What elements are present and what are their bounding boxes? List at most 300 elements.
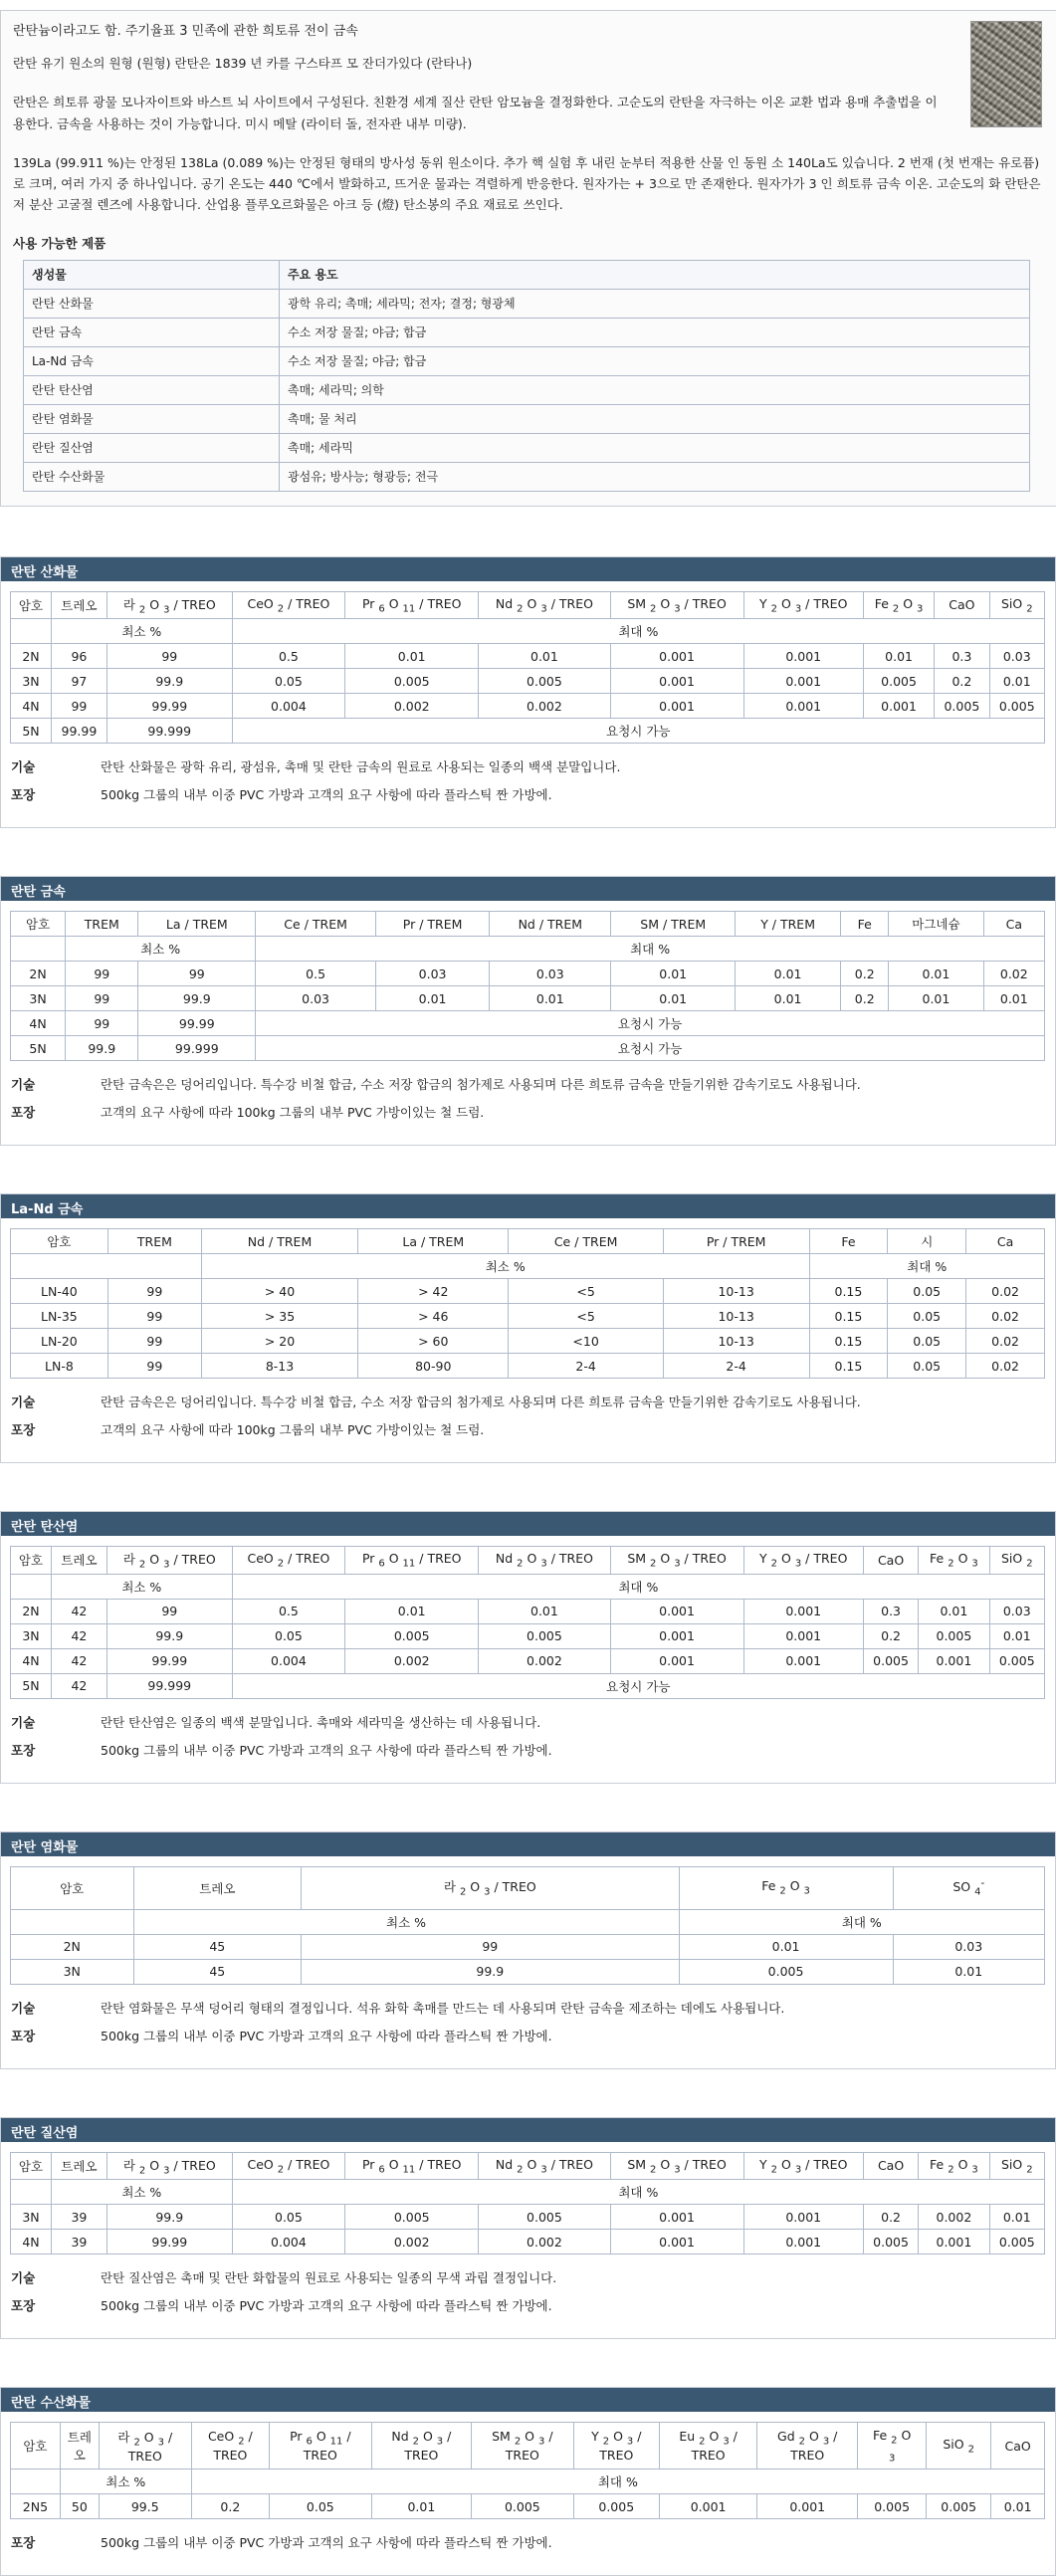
section-nitrate [0, 2117, 1056, 2340]
table-cell: 0.001 [610, 1623, 743, 1648]
table-cell: 10-13 [663, 1279, 809, 1304]
table-row: 5N 42 99.999 요청시 가능 [11, 1673, 1045, 1698]
table-row [11, 1011, 1045, 1036]
section-title: La-Nd 금속 [1, 1194, 1055, 1218]
table-cell: 0.01 [736, 962, 841, 986]
table-cell: 0.01 [989, 2205, 1044, 2230]
table-row [11, 2230, 1045, 2254]
table-cell: 0.2 [863, 2205, 918, 2230]
table-cell: 0.005 [345, 2205, 479, 2230]
table-cell: 99.9 [106, 2205, 232, 2230]
col-header-product: 생성물 [24, 260, 280, 289]
table-row [24, 289, 1030, 318]
table-cell: 42 [51, 1599, 106, 1623]
table-header-row: 암호 트레오 라 $_2$ O $_3$ / TREO CeO $_2$ / TREO Pr $_6$ O $_{11}$ / TREO Nd $_2$ O $_3$ / TREO SM $_2$ O $_3$ / TREO Y $_2$ O $_3$ / TREO CaO Fe $_2$ O $_3$ SiO $_2$ [11, 2152, 1045, 2180]
section-hydroxide [0, 2387, 1056, 2576]
table-cell: 99 [51, 694, 106, 719]
table-cell: 0.001 [743, 694, 863, 719]
table-cell: 0.01 [989, 669, 1044, 694]
table-cell: 0.001 [659, 2494, 756, 2519]
table-subheader-row: 최소 % 최대 % [11, 1254, 1045, 1279]
table-cell: <5 [509, 1279, 663, 1304]
table-cell: 99 [138, 962, 256, 986]
table-cell: 99 [106, 644, 232, 669]
col-header: Ca [966, 1229, 1045, 1254]
table-cell: 0.01 [376, 986, 490, 1011]
table-cell: 0.005 [989, 694, 1044, 719]
table-cell: <5 [509, 1304, 663, 1329]
table-cell: 0.001 [919, 2230, 989, 2254]
table-cell: 0.2 [841, 962, 889, 986]
table-cell: 0.01 [889, 962, 983, 986]
table-cell: 0.02 [966, 1329, 1045, 1354]
table-subheader-row [11, 619, 1045, 644]
table-cell: 99 [107, 1279, 201, 1304]
table-cell: 0.03 [490, 962, 611, 986]
table-cell: 0.03 [376, 962, 490, 986]
col-cao: CaO [935, 591, 989, 619]
table-cell: 10-13 [663, 1304, 809, 1329]
table-cell: LN-20 [11, 1329, 108, 1354]
table-cell: 99.99 [106, 2230, 232, 2254]
table-row [11, 962, 1045, 986]
table-row [11, 1304, 1045, 1329]
table-cell: 2N [11, 1934, 134, 1959]
table-cell: 촉매; 세라믹 [280, 433, 1030, 462]
table-cell: 촉매; 세라믹; 의학 [280, 375, 1030, 404]
table-cell: 2-4 [509, 1354, 663, 1379]
col-fe2o3: Fe $_2$ O $_3$ [863, 591, 934, 619]
table-cell: 0.15 [809, 1354, 888, 1379]
table-cell: 0.001 [743, 1648, 863, 1673]
table-cell: 0.01 [345, 1599, 479, 1623]
table-cell: > 35 [201, 1304, 357, 1329]
table-cell: La-Nd 금속 [24, 346, 280, 375]
col-header: Nd / TREM [201, 1229, 357, 1254]
table-row [24, 346, 1030, 375]
col-header: Fe [809, 1229, 888, 1254]
table-cell: 0.005 [989, 1648, 1044, 1673]
section-chloride [0, 1831, 1056, 2069]
col-header: 마그네슘 [889, 912, 983, 937]
table-cell: 0.001 [863, 694, 934, 719]
section-metal [0, 876, 1056, 1146]
table-cell: 0.001 [743, 2205, 863, 2230]
section-notes: 기술 란탄 산화물은 광학 유리, 광섬유, 촉매 및 란탄 금속의 원료로 사용되는 일종의 백색 분말입니다. 포장 500kg 그룹의 내부 이중 PVC 가방과 고객의 요구 사항에 따라 플라스틱 짠 가방에. [1, 744, 1055, 827]
table-cell: 0.2 [935, 669, 989, 694]
table-row [11, 1623, 1045, 1648]
col-sm2o3: SM $_2$ O $_3$ / TREO [610, 591, 743, 619]
table-cell: 0.01 [479, 1599, 610, 1623]
table-cell: 99 [106, 1599, 232, 1623]
table-cell: 0.005 [927, 2494, 991, 2519]
table-cell: 0.005 [479, 1623, 610, 1648]
col-header: TREM [107, 1229, 201, 1254]
table-cell: 0.2 [863, 1623, 918, 1648]
table-cell: 0.001 [743, 1623, 863, 1648]
table-cell: 42 [51, 1623, 106, 1648]
col-header: Pr / TREM [376, 912, 490, 937]
table-cell: 0.05 [888, 1279, 966, 1304]
table-cell: 란탄 산화물 [24, 289, 280, 318]
col-header: Fe [841, 912, 889, 937]
col-la2o3: 라 $_2$ O $_3$ / TREO [106, 591, 232, 619]
table-cell: 0.03 [893, 1934, 1044, 1959]
table-cell: 4N [11, 1648, 52, 1673]
table-subheader-row: 최소 % 최대 % [11, 937, 1045, 962]
carbonate-table: 암호 트레오 라 $_2$ O $_3$ / TREO CeO $_2$ / TREO Pr $_6$ O $_{11}$ / TREO Nd $_2$ O $_3$ / TREO SM $_2$ O $_3$ / TREO Y $_2$ O $_3$ / TREO CaO Fe $_2$ O $_3$ SiO $_2$ 최소 % 최대 % 2N 42 99 0.5 0.01 0.01 0.001 0.001 0.3 0.01 0.03 3N 42 99.9 0.05 0.005 0.005 0.001 0.001 0.2 0.005 0.01 4N 42 99.99 0.004 0.002 0.002 0.001 0.001 0.005 0.001 0.005 5N 42 99.999 요청시 가능 [10, 1546, 1045, 1699]
table-cell: > 42 [358, 1279, 509, 1304]
table-cell: 4N [11, 1011, 66, 1036]
table-cell: 0.15 [809, 1279, 888, 1304]
table-cell: 2N [11, 644, 52, 669]
col-header: 시 [888, 1229, 966, 1254]
intro-panel [0, 10, 1056, 507]
table-row [24, 404, 1030, 433]
section-title: 란탄 수산화물 [1, 2388, 1055, 2412]
table-cell: 0.001 [743, 644, 863, 669]
chloride-table: 암호 트레오 라 $_2$ O $_3$ / TREO Fe $_2$ O $_3$ SO $_4$- 최소 % 최대 % 2N 45 99 0.01 0.03 3N 45 99.9 0.005 0.01 [10, 1866, 1045, 1985]
table-row [24, 433, 1030, 462]
table-cell: 0.005 [863, 669, 934, 694]
table-header-row [11, 1229, 1045, 1254]
table-cell: 0.005 [479, 669, 610, 694]
table-row [24, 318, 1030, 346]
table-cell: 0.05 [888, 1304, 966, 1329]
table-cell: 란탄 수산화물 [24, 462, 280, 491]
table-cell: 0.002 [919, 2205, 989, 2230]
table-cell: 0.01 [919, 1599, 989, 1623]
table-cell: 0.01 [611, 986, 736, 1011]
section-notes: 기술 란탄 탄산염은 일종의 백색 분말입니다. 촉매와 세라믹을 생산하는 데 사용됩니다. 포장 500kg 그룹의 내부 이중 PVC 가방과 고객의 요구 사항에 따라 플라스틱 짠 가방에. [11, 1714, 552, 1758]
table-cell: 99.9 [302, 1959, 679, 1984]
col-header: Pr / TREM [663, 1229, 809, 1254]
col-ceo2: CeO $_2$ / TREO [232, 591, 344, 619]
table-cell: 0.01 [371, 2494, 471, 2519]
table-cell: 0.5 [256, 962, 376, 986]
table-cell: 0.001 [610, 1648, 743, 1673]
intro-title: 란탄늄이라고도 함. 주기율표 3 민족에 관한 희토류 전이 금속 [13, 24, 358, 39]
table-cell: 0.005 [573, 2494, 659, 2519]
table-cell: 99.999 [138, 1036, 256, 1061]
table-cell: 3N [11, 1623, 52, 1648]
hydroxide-table: 암호 트레오 라 $_2$ O $_3$ / TREO CeO $_2$ / TREO Pr $_6$ O $_{11}$ / TREO Nd $_2$ O $_3$ / TREO SM $_2$ O $_3$ / TREO Y $_2$ O $_3$ / TREO Eu $_2$ O $_3$ / TREO Gd $_2$ O $_3$ / TREO Fe $_2$ O $_3$ SiO $_2$ CaO 최소 % 최대 % 2N5 50 99.5 0.2 0.05 0.01 0.005 0.005 0.001 0.001 0.005 0.005 0.01 [10, 2422, 1045, 2519]
table-cell: 0.005 [863, 2230, 918, 2254]
table-cell: 99 [66, 986, 138, 1011]
col-treo: 트레오 [51, 591, 106, 619]
col-header: Ce / TREM [509, 1229, 663, 1254]
table-row [11, 1329, 1045, 1354]
table-cell: 0.2 [841, 986, 889, 1011]
table-cell: 0.001 [757, 2494, 858, 2519]
section-notes: 기술 란탄 염화물은 무색 덩어리 형태의 결정입니다. 석유 화학 촉매를 만드는 데 사용되며 란탄 금속을 제조하는 데에도 사용됩니다. 포장 500kg 그룹의 내부 이중 PVC 가방과 고객의 요구 사항에 따라 플라스틱 짠 가방에. [11, 2000, 785, 2043]
table-cell: 99 [66, 1011, 138, 1036]
table-row [11, 1599, 1045, 1623]
table-cell: 99.5 [99, 2494, 191, 2519]
table-cell: 50 [60, 2494, 99, 2519]
table-cell: 0.001 [743, 2230, 863, 2254]
table-cell: 0.01 [345, 644, 479, 669]
table-cell: 0.03 [989, 1599, 1044, 1623]
table-cell: 0.02 [966, 1304, 1045, 1329]
table-row [11, 1959, 1045, 1984]
table-cell: > 40 [201, 1279, 357, 1304]
table-cell: 수소 저장 물질; 야금; 합금 [280, 346, 1030, 375]
table-cell: 3N [11, 669, 52, 694]
table-cell: 0.005 [472, 2494, 574, 2519]
table-cell: 0.05 [888, 1329, 966, 1354]
table-row [11, 1648, 1045, 1673]
table-cell: 0.05 [232, 1623, 344, 1648]
table-cell: 0.001 [610, 1599, 743, 1623]
on-request: 요청시 가능 [256, 1036, 1045, 1061]
table-cell: 99 [107, 1354, 201, 1379]
tech-text: 란탄 산화물은 광학 유리, 광섬유, 촉매 및 란탄 금속의 원료로 사용되는 일종의 백색 분말입니다. [101, 759, 621, 775]
col-header: TREM [66, 912, 138, 937]
section-la-nd [0, 1193, 1056, 1463]
section-title: 란탄 탄산염 [1, 1512, 1055, 1536]
table-cell: 99.9 [106, 669, 232, 694]
table-row [11, 1934, 1045, 1959]
table-cell: 란탄 탄산염 [24, 375, 280, 404]
table-row [24, 375, 1030, 404]
table-cell: 99.9 [138, 986, 256, 1011]
section-carbonate [0, 1511, 1056, 1784]
max-label: 최대 % [232, 619, 1044, 644]
table-cell: > 20 [201, 1329, 357, 1354]
table-cell: 0.02 [966, 1279, 1045, 1304]
table-cell: 0.004 [232, 2230, 344, 2254]
table-cell: 0.005 [479, 2205, 610, 2230]
table-row [11, 694, 1045, 719]
la-nd-table [10, 1228, 1045, 1379]
table-cell: 0.05 [232, 2205, 344, 2230]
table-cell: LN-40 [11, 1279, 108, 1304]
table-row [11, 2205, 1045, 2230]
table-row [11, 1354, 1045, 1379]
table-cell: 0.02 [966, 1354, 1045, 1379]
table-cell: 0.02 [983, 962, 1044, 986]
section-oxide [0, 556, 1056, 829]
table-cell: 99.99 [138, 1011, 256, 1036]
table-cell: 99 [107, 1304, 201, 1329]
section-notes: 포장 500kg 그룹의 내부 이중 PVC 가방과 고객의 요구 사항에 따라 플라스틱 짠 가방에. [11, 2535, 552, 2551]
on-request: 요청시 가능 [256, 1011, 1045, 1036]
table-cell: 3N [11, 2205, 52, 2230]
table-cell: 0.03 [989, 644, 1044, 669]
table-cell: 0.005 [345, 1623, 479, 1648]
table-cell: 란탄 금속 [24, 318, 280, 346]
table-cell: 0.001 [610, 669, 743, 694]
col-header: La / TREM [138, 912, 256, 937]
table-cell: 0.001 [919, 1648, 989, 1673]
table-cell: 0.001 [610, 644, 743, 669]
table-cell: 0.002 [479, 2230, 610, 2254]
table-cell: 0.004 [232, 694, 344, 719]
table-cell: 란탄 질산염 [24, 433, 280, 462]
table-row [11, 669, 1045, 694]
table-cell: 99 [302, 1934, 679, 1959]
table-row [11, 1279, 1045, 1304]
on-request: 요청시 가능 [232, 719, 1044, 744]
intro-paragraph-2: 란탄은 희토류 광물 모나자이트와 바스트 뇌 사이트에서 구성된다. 친환경 세계 질산 란탄 암모늄을 결정화한다. 고순도의 란탄을 자극하는 이온 교환 법과 용매 추출법을 이용한다. 금속을 사용하는 것이 가능합니다. 미시 메탈 (라이터 돌, 전자관 내부 미량). [13, 95, 938, 131]
table-cell: 0.05 [270, 2494, 372, 2519]
col-header-use: 주요 용도 [280, 260, 1030, 289]
table-cell: 0.005 [935, 694, 989, 719]
nitrate-table: 암호 트레오 라 $_2$ O $_3$ / TREO CeO $_2$ / TREO Pr $_6$ O $_{11}$ / TREO Nd $_2$ O $_3$ / TREO SM $_2$ O $_3$ / TREO Y $_2$ O $_3$ / TREO CaO Fe $_2$ O $_3$ SiO $_2$ 최소 % 최대 % 3N 39 99.9 0.05 0.005 0.005 0.001 0.001 0.2 0.002 0.01 4N 39 99.99 0.004 0.002 0.002 0.001 0.001 0.005 0.001 0.005 [10, 2152, 1045, 2255]
table-cell: 0.01 [679, 1934, 893, 1959]
section-title: 란탄 산화물 [1, 557, 1055, 581]
table-cell: 42 [51, 1648, 106, 1673]
table-cell: > 60 [358, 1329, 509, 1354]
table-cell: 0.03 [256, 986, 376, 1011]
table-cell: 0.15 [809, 1304, 888, 1329]
table-cell: 0.3 [863, 1599, 918, 1623]
table-cell: 0.002 [345, 694, 479, 719]
section-title: 란탄 염화물 [1, 1832, 1055, 1856]
table-cell: 99.99 [106, 1648, 232, 1673]
table-cell: 0.002 [479, 1648, 610, 1673]
table-cell: 99.9 [66, 1036, 138, 1061]
table-cell: 0.001 [743, 669, 863, 694]
table-cell: 0.005 [679, 1959, 893, 1984]
intro-paragraph-1: 란탄 유기 원소의 원형 (원형) 란탄은 1839 년 카를 구스타프 모 잔더가있다 (란타나) [13, 56, 473, 72]
section-notes: 기술 란탄 금속은은 덩어리입니다. 특수강 비철 합금, 수소 저장 합금의 첨가제로 사용되며 다른 희토류 금속을 만들기위한 감속기로도 사용됩니다. 포장 고객의 요구 사항에 따라 100kg 그룹의 내부 PVC 가방이있는 철 드럼. [11, 1395, 861, 1438]
table-cell: 2N5 [11, 2494, 61, 2519]
table-header-row [11, 912, 1045, 937]
table-row [11, 986, 1045, 1011]
table-cell: LN-35 [11, 1304, 108, 1329]
table-cell: 촉매; 물 처리 [280, 404, 1030, 433]
table-cell: 0.01 [893, 1959, 1044, 1984]
table-cell: 0.01 [983, 986, 1044, 1011]
table-header-row [11, 591, 1045, 619]
table-cell: 39 [51, 2205, 106, 2230]
pack-text: 500kg 그룹의 내부 이중 PVC 가방과 고객의 요구 사항에 따라 플라스틱 짠 가방에. [101, 787, 552, 803]
table-cell: 0.01 [479, 644, 610, 669]
available-products-table [23, 260, 1030, 492]
table-cell: <10 [509, 1329, 663, 1354]
table-cell: 0.05 [888, 1354, 966, 1379]
table-header-row: 암호 트레오 라 $_2$ O $_3$ / TREO Fe $_2$ O $_3$ SO $_4$- [11, 1866, 1045, 1909]
col-y2o3: Y $_2$ O $_3$ / TREO [743, 591, 863, 619]
table-cell: 0.5 [232, 1599, 344, 1623]
table-cell: 80-90 [358, 1354, 509, 1379]
table-cell: 란탄 염화물 [24, 404, 280, 433]
oxide-table [10, 591, 1045, 745]
table-cell: 99.9 [106, 1623, 232, 1648]
table-cell: 99.99 [106, 694, 232, 719]
table-cell: 0.15 [809, 1329, 888, 1354]
col-header: 암호 [11, 1229, 108, 1254]
table-cell: 0.01 [863, 644, 934, 669]
intro-paragraph-3: 139La (99.911 %)는 안정된 138La (0.089 %)는 안정된 형태의 방사성 동위 원소이다. 추가 핵 실험 후 내린 눈부터 적용한 산물 인 동원 소 140La도 있습니다. 2 번재 (첫 번재는 유로퓸)로 크며, 여러 가지 중 하나입니다. 공기 온도는 440 ℃에서 발화하고, 뜨거운 물과는 격렬하게 반응한다. 원자가는 + 3으로 만 존재한다. 원자가가 3 인 희토류 금속 이온. 고순도의 화 란탄은 저 분산 고굴절 렌즈에 사용합니다. 산업용 플루오르화물은 아크 등 (燈) 탄소봉의 주요 재료로 쓰인다. [13, 154, 1041, 213]
table-row [11, 1036, 1045, 1061]
table-cell: 광섬유; 방사능; 형광등; 전극 [280, 462, 1030, 491]
table-cell: 0.004 [232, 1648, 344, 1673]
table-cell: 0.002 [345, 2230, 479, 2254]
table-cell: 0.05 [232, 669, 344, 694]
table-row [11, 644, 1045, 669]
col-code: 암호 [11, 591, 52, 619]
col-header: Ce / TREM [256, 912, 376, 937]
col-header: SM / TREM [611, 912, 736, 937]
table-cell: 2N [11, 1599, 52, 1623]
col-header: Ca [983, 912, 1044, 937]
table-cell: 0.002 [345, 1648, 479, 1673]
col-header: 암호 [11, 912, 66, 937]
table-cell: 45 [133, 1934, 302, 1959]
col-nd2o3: Nd $_2$ O $_3$ / TREO [479, 591, 610, 619]
table-cell: 0.005 [919, 1623, 989, 1648]
table-cell: 0.001 [610, 694, 743, 719]
table-cell: 5N [11, 1036, 66, 1061]
section-notes: 기술 란탄 질산염은 촉매 및 란탄 화합물의 원료로 사용되는 일종의 무색 과립 결정입니다. 포장 500kg 그룹의 내부 이중 PVC 가방과 고객의 요구 사항에 따라 플라스틱 짠 가방에. [11, 2270, 557, 2314]
table-cell: 0.005 [858, 2494, 927, 2519]
table-cell: 0.002 [479, 694, 610, 719]
table-cell: 8-13 [201, 1354, 357, 1379]
lanthanum-photo [970, 21, 1042, 127]
table-cell: 96 [51, 644, 106, 669]
col-header: Y / TREM [736, 912, 841, 937]
table-cell: 3N [11, 1959, 134, 1984]
col-pr6o11: Pr $_6$ O $_{11}$ / TREO [345, 591, 479, 619]
table-cell: 99 [107, 1329, 201, 1354]
table-cell: 0.5 [232, 644, 344, 669]
table-cell: 수소 저장 물질; 야금; 합금 [280, 318, 1030, 346]
table-cell: 0.3 [935, 644, 989, 669]
table-cell: 0.005 [345, 669, 479, 694]
section-title: 란탄 질산염 [1, 2118, 1055, 2142]
table-cell: 0.005 [989, 2230, 1044, 2254]
table-cell: 0.01 [989, 1623, 1044, 1648]
table-cell: 0.01 [490, 986, 611, 1011]
table-cell: 0.001 [743, 1599, 863, 1623]
table-cell: 4N [11, 2230, 52, 2254]
table-cell: 광학 유리; 촉매; 세라믹; 전자; 결정; 형광체 [280, 289, 1030, 318]
table-cell: 2-4 [663, 1354, 809, 1379]
section-notes: 기술 란탄 금속은은 덩어리입니다. 특수강 비철 합금, 수소 저장 합금의 첨가제로 사용되며 다른 희토류 금속을 만들기위한 감속기로도 사용됩니다. 포장 고객의 요구 사항에 따라 100kg 그룹의 내부 PVC 가방이있는 철 드럼. [11, 1077, 861, 1121]
table-header-row: 암호 트레오 라 $_2$ O $_3$ / TREO CeO $_2$ / TREO Pr $_6$ O $_{11}$ / TREO Nd $_2$ O $_3$ / TREO SM $_2$ O $_3$ / TREO Y $_2$ O $_3$ / TREO CaO Fe $_2$ O $_3$ SiO $_2$ [11, 1547, 1045, 1575]
table-cell: 10-13 [663, 1329, 809, 1354]
table-cell: 4N [11, 694, 52, 719]
section-title: 란탄 금속 [1, 877, 1055, 901]
table-row [24, 462, 1030, 491]
table-cell: 0.2 [191, 2494, 269, 2519]
col-header: Nd / TREM [490, 912, 611, 937]
table-header-row: 암호 트레오 라 $_2$ O $_3$ / TREO CeO $_2$ / TREO Pr $_6$ O $_{11}$ / TREO Nd $_2$ O $_3$ / TREO SM $_2$ O $_3$ / TREO Y $_2$ O $_3$ / TREO Eu $_2$ O $_3$ / TREO Gd $_2$ O $_3$ / TREO Fe $_2$ O $_3$ SiO $_2$ CaO [11, 2423, 1045, 2469]
table-cell: 0.005 [863, 1648, 918, 1673]
available-products-title: 사용 가능한 제품 [13, 235, 106, 251]
table-cell: 0.001 [610, 2230, 743, 2254]
table-cell: 0.01 [736, 986, 841, 1011]
col-sio2: SiO $_2$ [989, 591, 1044, 619]
metal-table [10, 911, 1045, 1061]
table-row: 5N 99.99 99.999 요청시 가능 [11, 719, 1045, 744]
table-cell: 97 [51, 669, 106, 694]
table-cell: 0.01 [991, 2494, 1045, 2519]
table-row [11, 2494, 1045, 2519]
table-cell: 0.01 [889, 986, 983, 1011]
col-header: La / TREM [358, 1229, 509, 1254]
table-cell: 0.01 [611, 962, 736, 986]
table-cell: LN-8 [11, 1354, 108, 1379]
table-cell: 99 [66, 962, 138, 986]
table-cell: 0.001 [610, 2205, 743, 2230]
table-cell: 2N [11, 962, 66, 986]
table-cell: 39 [51, 2230, 106, 2254]
table-cell: 3N [11, 986, 66, 1011]
